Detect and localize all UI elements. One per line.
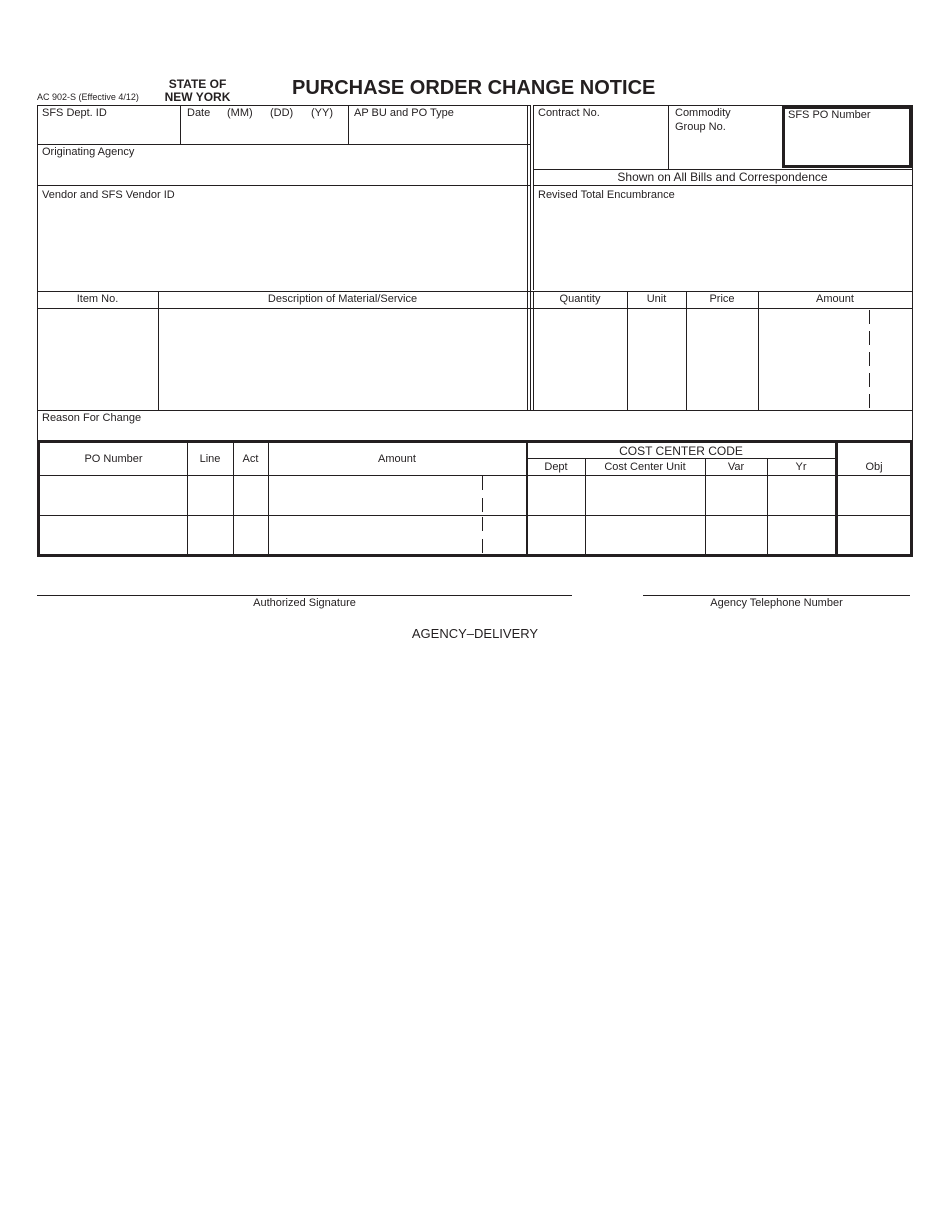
commodity-label-line2: Group No.	[675, 121, 726, 133]
acct-header-act: Act	[242, 453, 259, 465]
originating-agency-label: Originating Agency	[42, 146, 135, 158]
amount-cell[interactable]	[759, 309, 911, 409]
header-price: Price	[709, 293, 735, 305]
price-cell[interactable]	[687, 309, 758, 409]
acct-header-yr: Yr	[795, 461, 807, 473]
agency-telephone-label: Agency Telephone Number	[710, 597, 843, 609]
state-label-line1: STATE OF	[168, 77, 227, 91]
acct-row-2[interactable]	[40, 516, 910, 554]
acct-header-obj: Obj	[865, 461, 883, 473]
copy-designation: AGENCY–DELIVERY	[411, 626, 539, 641]
quantity-cell[interactable]	[534, 309, 627, 409]
acct-header-line: Line	[199, 453, 221, 465]
unit-cell[interactable]	[628, 309, 686, 409]
contract-no-label: Contract No.	[538, 107, 600, 119]
item-no-cell[interactable]	[38, 309, 158, 409]
form-id: AC 902-S (Effective 4/12)	[37, 92, 139, 102]
agency-telephone-field[interactable]	[643, 570, 910, 595]
acct-header-dept: Dept	[544, 461, 568, 473]
vendor-label: Vendor and SFS Vendor ID	[42, 189, 175, 201]
date-mm-label: (MM)	[227, 107, 253, 119]
state-label-line2: NEW YORK	[164, 90, 231, 104]
shown-on-bills-note: Shown on All Bills and Correspondence	[617, 170, 828, 184]
header-item-no: Item No.	[76, 293, 119, 305]
date-dd-label: (DD)	[270, 107, 294, 119]
acct-header-var: Var	[727, 461, 745, 473]
commodity-label-line1: Commodity	[675, 107, 731, 119]
acct-header-po-number: PO Number	[84, 453, 143, 465]
form-title: PURCHASE ORDER CHANGE NOTICE	[292, 77, 656, 99]
acct-header-cost-center-unit: Cost Center Unit	[604, 461, 686, 473]
reason-for-change-field[interactable]	[38, 411, 911, 440]
header-description: Description of Material/Service	[267, 293, 418, 305]
header-amount: Amount	[816, 293, 854, 305]
date-yy-label: (YY)	[311, 107, 333, 119]
ap-bu-po-type-label: AP BU and PO Type	[354, 107, 454, 119]
telephone-line	[643, 595, 910, 596]
authorized-signature-label: Authorized Signature	[253, 597, 356, 609]
description-cell[interactable]	[159, 309, 526, 409]
acct-header-amount: Amount	[378, 453, 416, 465]
signature-line	[37, 595, 572, 596]
revised-total-label: Revised Total Encumbrance	[538, 189, 675, 201]
acct-header-cost-center-code: COST CENTER CODE	[619, 444, 743, 458]
authorized-signature-field[interactable]	[37, 570, 572, 595]
sfs-dept-id-label: SFS Dept. ID	[42, 107, 107, 119]
date-label: Date	[187, 107, 211, 119]
sfs-po-number-label: SFS PO Number	[788, 109, 871, 121]
header-unit: Unit	[646, 293, 667, 305]
acct-row-1[interactable]	[40, 476, 910, 515]
reason-for-change-label: Reason For Change	[42, 412, 142, 424]
header-quantity: Quantity	[559, 293, 601, 305]
